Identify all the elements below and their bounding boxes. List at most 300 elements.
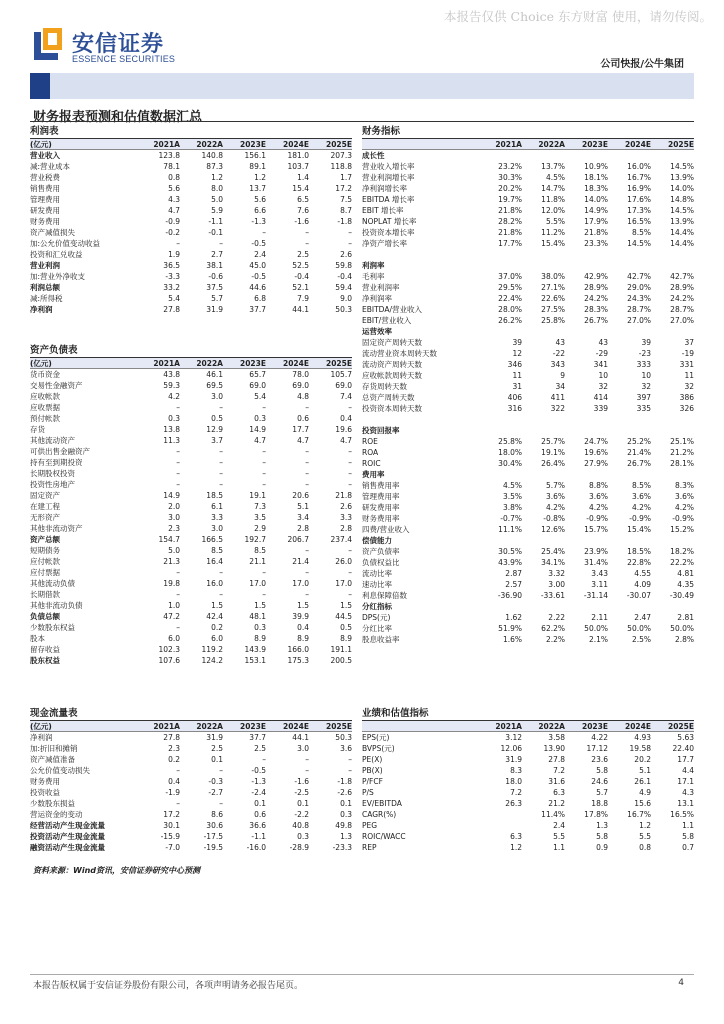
row-value: 7.6 [297, 206, 309, 215]
table-row [362, 271, 694, 282]
header-bar-accent [30, 73, 50, 99]
table-row [362, 414, 694, 425]
row-label: 存货 [30, 425, 45, 434]
row-label: 其他流动资产 [30, 436, 75, 445]
row-value: – [176, 469, 180, 478]
table-row [362, 601, 694, 612]
row-value: 18.0% [498, 448, 522, 457]
table-row [362, 568, 694, 579]
row-value: – [305, 447, 309, 456]
table-row [30, 754, 352, 765]
row-value: -0.2 [165, 228, 180, 237]
row-value: 50.3 [335, 733, 352, 742]
row-value: 2.22 [548, 613, 565, 622]
row-value: 7.9 [297, 294, 309, 303]
row-value: 0.4 [340, 414, 352, 423]
row-value: 5.1 [639, 766, 651, 775]
table-row [30, 787, 352, 798]
table-row [362, 787, 694, 798]
row-value: 21.2 [548, 799, 565, 808]
financial-ratios-table [362, 124, 694, 645]
row-value: 5.8 [682, 832, 694, 841]
row-value: 14.7% [541, 184, 565, 193]
row-value: 4.4 [682, 766, 694, 775]
table-title: 资产负债表 [30, 343, 352, 358]
row-label: ROE [362, 437, 378, 446]
row-value [479, 469, 522, 480]
header-unit [362, 721, 479, 731]
row-value: 1.2 [254, 173, 266, 182]
row-value: 0.2 [168, 755, 180, 764]
row-value [651, 326, 694, 337]
row-value: 11 [684, 371, 694, 380]
table-row [362, 249, 694, 260]
row-value: 2.5% [631, 635, 651, 644]
row-label: 其他流动负债 [30, 579, 75, 588]
table-row [30, 578, 352, 589]
row-value: 153.1 [244, 656, 266, 665]
row-label: REP [362, 843, 377, 852]
row-value: 11.1% [498, 525, 522, 534]
row-value: 50.3 [335, 305, 352, 314]
row-label: 负债总额 [30, 612, 60, 621]
row-label: ROIC/WACC [362, 832, 406, 841]
row-value [608, 150, 651, 161]
row-label: 可供出售金融资产 [30, 447, 90, 456]
row-value: 59.4 [335, 283, 352, 292]
header-year: 2024E [625, 140, 651, 149]
row-value: 414 [593, 393, 608, 402]
table-row [362, 842, 694, 853]
row-value: 31.6 [548, 777, 565, 786]
report-type-label: 公司快报/公牛集团 [600, 59, 684, 70]
table-title: 利润表 [30, 124, 352, 139]
row-value: 2.2% [545, 635, 565, 644]
row-value: -0.4 [337, 272, 352, 281]
table-header-row [362, 721, 694, 732]
row-value: 14.4% [670, 228, 694, 237]
header-unit [362, 139, 479, 149]
row-value: 30.3% [498, 173, 522, 182]
row-value: 5.4 [168, 294, 180, 303]
row-value: 37.7 [249, 733, 266, 742]
row-value: 14.4% [670, 239, 694, 248]
row-value: – [219, 403, 223, 412]
row-value: 24.2% [670, 294, 694, 303]
row-value: 1.6% [502, 635, 522, 644]
row-value: 3.5% [502, 492, 522, 501]
row-value: 21.2% [670, 448, 694, 457]
row-value: 21.1 [249, 557, 266, 566]
row-value: 0.6 [297, 414, 309, 423]
table-row [30, 205, 352, 216]
table-row [362, 765, 694, 776]
row-value: 49.8 [335, 821, 352, 830]
row-value: 3.0 [297, 744, 309, 753]
table-row [30, 271, 352, 282]
row-value: 20.2 [634, 755, 651, 764]
table-row [30, 622, 352, 633]
row-value: 24.2% [584, 294, 608, 303]
row-value: 1.2 [211, 173, 223, 182]
row-value: 4.7 [254, 436, 266, 445]
row-value: – [305, 228, 309, 237]
row-value: – [348, 239, 352, 248]
row-label: 净资产增长率 [362, 239, 407, 248]
row-value [522, 469, 565, 480]
table-row [362, 502, 694, 513]
table-row [30, 391, 352, 402]
row-value: 207.3 [330, 151, 352, 160]
row-value: 0.5 [211, 414, 223, 423]
row-value: 322 [550, 404, 565, 413]
header-unit: (亿元) [30, 722, 52, 731]
header-year: 2022A [196, 722, 223, 731]
row-value: 32 [598, 382, 608, 391]
row-value: 46.1 [206, 370, 223, 379]
row-value: 45.0 [249, 261, 266, 270]
row-value: 3.0 [211, 524, 223, 533]
row-value: 31.9 [206, 733, 223, 742]
row-value [651, 150, 694, 161]
row-value [479, 535, 522, 546]
header-year: 2021A [495, 722, 522, 731]
row-label: 毛利率 [362, 272, 385, 281]
row-value: 78.0 [292, 370, 309, 379]
row-value: -16.0 [246, 843, 266, 852]
row-value: 12 [512, 349, 522, 358]
row-label: 销售费用率 [362, 481, 400, 490]
row-value: 5.7 [211, 294, 223, 303]
row-value: 5.7% [545, 481, 565, 490]
table-row [362, 491, 694, 502]
row-value: -0.9 [165, 217, 180, 226]
row-value: 43 [555, 338, 565, 347]
row-value: 1.62 [505, 613, 522, 622]
row-value: 14.0% [584, 195, 608, 204]
row-value: 21.8% [498, 228, 522, 237]
row-value: -2.2 [294, 810, 309, 819]
table-row [362, 326, 694, 337]
row-value [479, 150, 522, 161]
header-year: 2024E [283, 359, 309, 368]
table-row [30, 820, 352, 831]
row-value: – [305, 766, 309, 775]
row-value: 78.1 [163, 162, 180, 171]
table-row [362, 260, 694, 271]
row-value: 1.3 [596, 821, 608, 830]
row-value: 6.8 [254, 294, 266, 303]
row-value: 124.2 [201, 656, 223, 665]
header-year: 2022A [538, 722, 565, 731]
row-value: 22.2% [670, 558, 694, 567]
row-value: 2.87 [505, 569, 522, 578]
table-row [362, 381, 694, 392]
row-value: 1.2 [510, 843, 522, 852]
row-value: 166.0 [287, 645, 309, 654]
row-label: ROIC [362, 459, 381, 468]
row-value: 4.35 [677, 580, 694, 589]
row-value: 331 [679, 360, 694, 369]
row-label: 总资产周转天数 [362, 393, 415, 402]
table-row [362, 612, 694, 623]
row-value: 26.7% [584, 316, 608, 325]
row-value: 0.4 [297, 623, 309, 632]
row-value: 7.4 [340, 392, 352, 401]
row-value: 3.6% [545, 492, 565, 501]
row-value: 11.8% [541, 195, 565, 204]
row-value: -1.9 [165, 788, 180, 797]
table-row [362, 161, 694, 172]
row-value: 39 [641, 338, 651, 347]
row-label: 减:所得税 [30, 294, 63, 303]
row-value: 31 [512, 382, 522, 391]
row-value: – [305, 546, 309, 555]
row-label: 持有至到期投资 [30, 458, 83, 467]
table-row [362, 754, 694, 765]
table-row [362, 524, 694, 535]
row-value: 59.8 [335, 261, 352, 270]
table-row [30, 732, 352, 743]
row-value: 34.1% [541, 558, 565, 567]
row-value: 50.0% [584, 624, 608, 633]
row-value: 5.1 [297, 502, 309, 511]
row-value: 5.8 [596, 766, 608, 775]
table-row [30, 424, 352, 435]
row-label: 加:公允价值变动收益 [30, 239, 101, 248]
header-year: 2024E [283, 140, 309, 149]
row-value: 4.09 [634, 580, 651, 589]
header-year: 2025E [326, 722, 352, 731]
footer-disclaimer: 本报告版权属于安信证券股份有限公司，各项声明请务必报告尾页。 [33, 981, 304, 991]
row-value: 8.0 [211, 184, 223, 193]
row-value [522, 601, 565, 612]
row-value [565, 414, 608, 425]
row-value: 0.8 [168, 173, 180, 182]
row-label: 资产减值损失 [30, 228, 75, 237]
row-label: P/S [362, 788, 374, 797]
row-value: 19.7% [498, 195, 522, 204]
header-year: 2025E [668, 722, 694, 731]
row-value: 4.2% [588, 503, 608, 512]
row-value: – [262, 458, 266, 467]
row-label: 存货周转天数 [362, 382, 407, 391]
row-value: 12.06 [500, 744, 522, 753]
row-value: 14.0% [670, 184, 694, 193]
table-row [30, 644, 352, 655]
watermark: 本报告仅供 Choice 东方财富 使用，请勿传阅。 [444, 9, 712, 24]
row-label: P/FCF [362, 777, 383, 786]
row-value: 13.7% [541, 162, 565, 171]
header-year: 2021A [495, 140, 522, 149]
table-row [362, 150, 694, 161]
row-value: – [176, 447, 180, 456]
row-value: -2.6 [337, 788, 352, 797]
table-row [30, 293, 352, 304]
row-value: 5.8 [596, 832, 608, 841]
row-label: 应收票据 [30, 403, 60, 412]
row-value: 6.0 [168, 634, 180, 643]
row-label: 经营活动产生现金流量 [30, 821, 105, 830]
row-value: 143.9 [244, 645, 266, 654]
logo-mark-icon [34, 28, 62, 60]
row-value: 38.1 [206, 261, 223, 270]
row-value: 2.3 [168, 524, 180, 533]
row-value: 5.6 [168, 184, 180, 193]
row-value [522, 326, 565, 337]
row-value: 24.7% [584, 437, 608, 446]
row-value: 17.3% [627, 206, 651, 215]
table-row [362, 798, 694, 809]
row-value: -0.4 [294, 272, 309, 281]
row-value: 2.5 [297, 250, 309, 259]
row-value: 20.6 [292, 491, 309, 500]
row-value: 26.1 [634, 777, 651, 786]
row-value [608, 326, 651, 337]
row-value [608, 469, 651, 480]
row-label: 财务费用率 [362, 514, 400, 523]
row-label: EBITDA/营业收入 [362, 305, 422, 314]
table-row [362, 304, 694, 315]
table-row [362, 579, 694, 590]
row-value: -0.9% [672, 514, 694, 523]
row-label: 公允价值变动损失 [30, 766, 90, 775]
row-label: 资产总额 [30, 535, 60, 544]
row-value [651, 601, 694, 612]
row-value: 21.4% [627, 448, 651, 457]
row-value: 386 [679, 393, 694, 402]
row-value: 192.7 [244, 535, 266, 544]
row-value: – [219, 458, 223, 467]
row-value: -7.0 [165, 843, 180, 852]
row-value: 15.4% [627, 525, 651, 534]
row-value: 17.6% [627, 195, 651, 204]
row-value: 0.3 [254, 414, 266, 423]
row-value: 5.63 [677, 733, 694, 742]
row-value: 21.8% [584, 228, 608, 237]
row-value: – [219, 568, 223, 577]
row-value: 28.7% [670, 305, 694, 314]
row-value: -0.9% [629, 514, 651, 523]
row-value: 31.9 [505, 755, 522, 764]
row-value: 21.3 [163, 557, 180, 566]
row-label: 加:营业外净收支 [30, 272, 86, 281]
row-value: 8.5% [631, 481, 651, 490]
row-value: 14.5% [670, 162, 694, 171]
row-value: 119.2 [201, 645, 223, 654]
row-value: 14.9% [584, 206, 608, 215]
row-value: 19.58 [629, 744, 651, 753]
row-value: 181.0 [287, 151, 309, 160]
row-value: 20.2% [498, 184, 522, 193]
table-row [362, 337, 694, 348]
table-row [30, 556, 352, 567]
row-value: -29 [595, 349, 608, 358]
row-value: 59.3 [163, 381, 180, 390]
row-value: 2.4 [553, 821, 565, 830]
row-value: 8.9 [254, 634, 266, 643]
row-value: – [219, 469, 223, 478]
row-value: 36.6 [249, 821, 266, 830]
row-value: 6.0 [211, 634, 223, 643]
row-value: 346 [507, 360, 522, 369]
row-label: 固定资产周转天数 [362, 338, 422, 347]
row-value: 5.4 [254, 392, 266, 401]
row-value: 27.9% [584, 459, 608, 468]
table-row [362, 513, 694, 524]
table-row [362, 425, 694, 436]
table-row [30, 194, 352, 205]
row-value: 1.9 [168, 250, 180, 259]
row-label: PEG [362, 821, 378, 830]
table-row [362, 732, 694, 743]
row-value: 107.6 [158, 656, 180, 665]
row-value: 191.1 [330, 645, 352, 654]
row-value: – [262, 480, 266, 489]
row-value: 17.12 [586, 744, 608, 753]
row-value: 27.0% [670, 316, 694, 325]
table-header-row [30, 721, 352, 732]
row-value: 28.9% [670, 283, 694, 292]
row-value: 69.5 [206, 381, 223, 390]
row-value: 29.5% [498, 283, 522, 292]
table-row [362, 480, 694, 491]
row-value: 28.9% [584, 283, 608, 292]
row-value: 7.2 [553, 766, 565, 775]
row-value: 2.5 [254, 744, 266, 753]
row-value: 13.8 [163, 425, 180, 434]
row-value: 4.5% [545, 173, 565, 182]
table-row [30, 545, 352, 556]
row-value: 103.7 [287, 162, 309, 171]
header-year: 2021A [153, 359, 180, 368]
row-label: NOPLAT 增长率 [362, 217, 417, 226]
row-value [565, 150, 608, 161]
row-value: 3.0 [211, 392, 223, 401]
footer-divider [30, 974, 694, 975]
table-row [30, 501, 352, 512]
row-value: 7.2 [510, 788, 522, 797]
row-value: 6.3 [510, 832, 522, 841]
row-value: – [176, 568, 180, 577]
row-value: 8.3% [674, 481, 694, 490]
table-row [362, 809, 694, 820]
row-value: 0.8 [639, 843, 651, 852]
row-label: 流动比率 [362, 569, 392, 578]
table-row [30, 457, 352, 468]
row-value: -0.5 [251, 766, 266, 775]
row-value: 1.4 [297, 173, 309, 182]
row-value: 17.8% [584, 810, 608, 819]
row-value: – [348, 568, 352, 577]
row-value: – [348, 590, 352, 599]
row-value: 11.3 [163, 436, 180, 445]
table-row [30, 655, 352, 666]
row-value [565, 469, 608, 480]
row-label: 负债权益比 [362, 558, 400, 567]
row-value: 2.1% [588, 635, 608, 644]
row-value: – [219, 766, 223, 775]
row-value: 0.2 [211, 623, 223, 632]
row-label: DPS(元) [362, 613, 391, 622]
table-row [30, 534, 352, 545]
table-row [30, 249, 352, 260]
table-row [30, 446, 352, 457]
table-row [362, 183, 694, 194]
row-label: EPS(元) [362, 733, 390, 742]
row-value: 51.9% [498, 624, 522, 633]
row-label: 净利润 [30, 305, 53, 314]
